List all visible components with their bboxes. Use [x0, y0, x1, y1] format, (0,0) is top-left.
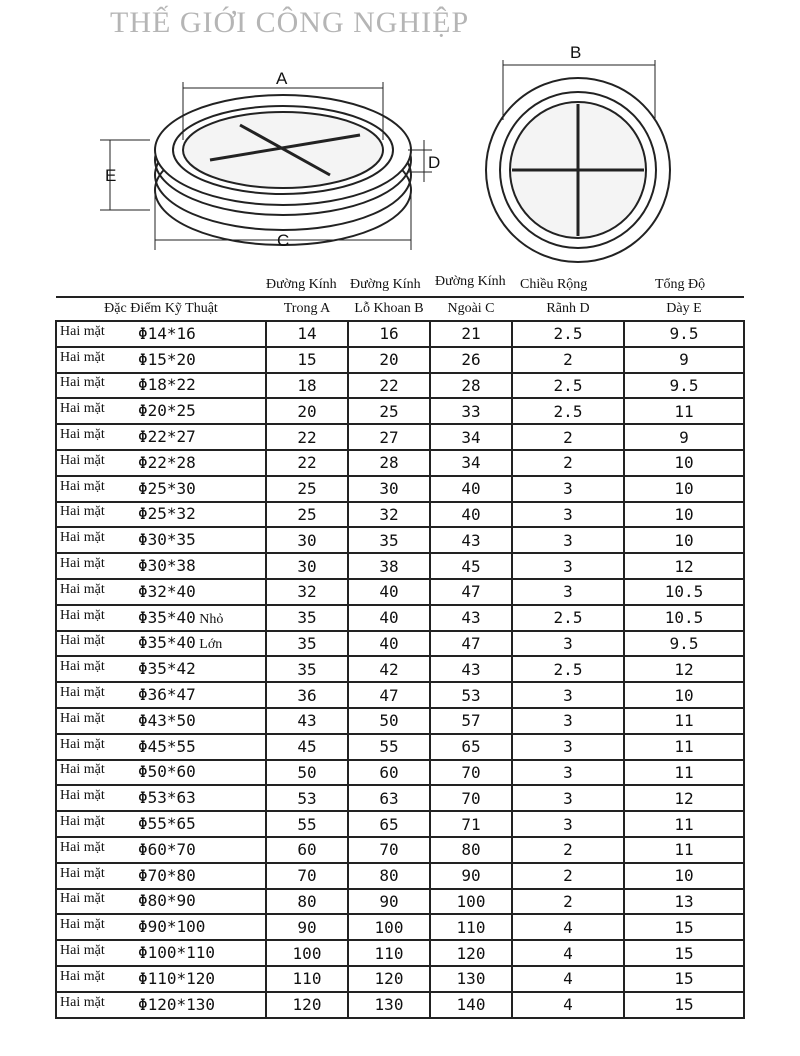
col-a-cell: 80	[266, 889, 348, 915]
type-label: Hai mặt	[60, 917, 105, 933]
type-label: Hai mặt	[60, 891, 105, 907]
spec-cell	[56, 734, 266, 760]
col-e-cell: 12	[624, 656, 744, 682]
size-label: Φ43*50	[138, 710, 196, 730]
spec-cell	[56, 527, 266, 553]
spec-cell	[56, 347, 266, 373]
col-c-cell: 100	[430, 889, 512, 915]
col-b-cell: 25	[348, 398, 430, 424]
size-label: Φ30*35	[138, 530, 196, 550]
spec-cell	[56, 476, 266, 502]
table-row	[56, 914, 744, 940]
type-label: Hai mặt	[60, 581, 105, 597]
col-d-cell: 3	[512, 682, 624, 708]
size-label: Φ14*16	[138, 323, 196, 343]
col-d-cell: 2.5	[512, 373, 624, 399]
header-b-line1: Đường Kính	[350, 277, 421, 292]
size-label: Φ55*65	[138, 814, 196, 834]
size-label: Φ30*38	[138, 556, 196, 576]
col-b-cell: 70	[348, 837, 430, 863]
table-row	[56, 682, 744, 708]
table-row	[56, 966, 744, 992]
type-label: Hai mặt	[60, 685, 105, 701]
col-a-cell: 15	[266, 347, 348, 373]
col-d-cell: 3	[512, 579, 624, 605]
header-d-line1: Chiều Rộng	[520, 277, 588, 292]
spec-cell	[56, 579, 266, 605]
col-a-cell: 25	[266, 476, 348, 502]
spec-cell	[56, 863, 266, 889]
type-label: Hai mặt	[60, 478, 105, 494]
col-e-cell: 10	[624, 502, 744, 528]
size-label: Φ60*70	[138, 839, 196, 859]
label-a: A	[276, 69, 288, 88]
col-b-cell: 65	[348, 811, 430, 837]
col-a-cell: 22	[266, 450, 348, 476]
header-d: Rãnh D	[512, 297, 624, 321]
table-row	[56, 631, 744, 657]
header-spec: Đặc Điểm Kỹ Thuật	[56, 297, 266, 321]
spec-cell	[56, 502, 266, 528]
table-row	[56, 527, 744, 553]
col-e-cell: 15	[624, 966, 744, 992]
side-view-drawing	[100, 82, 432, 250]
col-a-cell: 70	[266, 863, 348, 889]
col-d-cell: 2	[512, 889, 624, 915]
spec-cell	[56, 656, 266, 682]
table-row	[56, 579, 744, 605]
size-label: Φ25*32	[138, 504, 196, 524]
col-e-cell: 10	[624, 450, 744, 476]
spec-cell	[56, 682, 266, 708]
col-c-cell: 34	[430, 424, 512, 450]
table-header-row	[56, 297, 744, 321]
col-a-cell: 20	[266, 398, 348, 424]
header-c: Ngoài C	[430, 297, 512, 321]
col-c-cell: 70	[430, 785, 512, 811]
col-d-cell: 2.5	[512, 656, 624, 682]
type-label: Hai mặt	[60, 530, 105, 546]
col-c-cell: 70	[430, 760, 512, 786]
type-label: Hai mặt	[60, 943, 105, 959]
col-a-cell: 60	[266, 837, 348, 863]
col-c-cell: 90	[430, 863, 512, 889]
col-d-cell: 4	[512, 940, 624, 966]
col-d-cell: 3	[512, 708, 624, 734]
type-label: Hai mặt	[60, 375, 105, 391]
spec-cell	[56, 992, 266, 1018]
col-a-cell: 35	[266, 656, 348, 682]
table-row	[56, 889, 744, 915]
col-a-cell: 35	[266, 605, 348, 631]
col-e-cell: 10	[624, 476, 744, 502]
col-b-cell: 130	[348, 992, 430, 1018]
col-b-cell: 110	[348, 940, 430, 966]
spec-table	[55, 296, 745, 1019]
col-e-cell: 15	[624, 940, 744, 966]
spec-cell	[56, 553, 266, 579]
col-a-cell: 100	[266, 940, 348, 966]
label-e: E	[105, 166, 117, 185]
table-row	[56, 424, 744, 450]
table-row	[56, 708, 744, 734]
col-a-cell: 30	[266, 527, 348, 553]
col-a-cell: 36	[266, 682, 348, 708]
col-d-cell: 3	[512, 785, 624, 811]
type-label: Hai mặt	[60, 323, 105, 339]
col-e-cell: 11	[624, 708, 744, 734]
col-b-cell: 80	[348, 863, 430, 889]
type-label: Hai mặt	[60, 736, 105, 752]
col-d-cell: 3	[512, 760, 624, 786]
col-c-cell: 71	[430, 811, 512, 837]
col-e-cell: 10	[624, 682, 744, 708]
col-c-cell: 130	[430, 966, 512, 992]
spec-cell	[56, 321, 266, 347]
col-a-cell: 18	[266, 373, 348, 399]
size-label: Φ25*30	[138, 478, 196, 498]
size-label: Φ120*130	[138, 994, 216, 1014]
col-a-cell: 53	[266, 785, 348, 811]
type-label: Hai mặt	[60, 710, 105, 726]
col-b-cell: 38	[348, 553, 430, 579]
type-label: Hai mặt	[60, 401, 105, 417]
col-c-cell: 53	[430, 682, 512, 708]
col-b-cell: 63	[348, 785, 430, 811]
col-e-cell: 10.5	[624, 605, 744, 631]
size-note: Nhỏ	[199, 611, 224, 627]
col-a-cell: 45	[266, 734, 348, 760]
size-note: Lớn	[199, 637, 223, 653]
col-d-cell: 3	[512, 631, 624, 657]
spec-cell	[56, 811, 266, 837]
col-c-cell: 33	[430, 398, 512, 424]
col-e-cell: 9	[624, 347, 744, 373]
spec-cell	[56, 760, 266, 786]
type-label: Hai mặt	[60, 968, 105, 984]
spec-cell	[56, 837, 266, 863]
size-label: Φ22*28	[138, 452, 196, 472]
col-a-cell: 35	[266, 631, 348, 657]
col-b-cell: 22	[348, 373, 430, 399]
col-c-cell: 40	[430, 476, 512, 502]
table-row	[56, 321, 744, 347]
col-d-cell: 3	[512, 811, 624, 837]
col-c-cell: 34	[430, 450, 512, 476]
col-a-cell: 43	[266, 708, 348, 734]
size-label: Φ35*40	[138, 633, 196, 653]
col-e-cell: 15	[624, 992, 744, 1018]
table-row	[56, 450, 744, 476]
table-row	[56, 811, 744, 837]
col-e-cell: 11	[624, 734, 744, 760]
col-c-cell: 43	[430, 605, 512, 631]
table-row	[56, 347, 744, 373]
col-c-cell: 43	[430, 656, 512, 682]
table-row	[56, 605, 744, 631]
label-c: C	[277, 231, 290, 250]
table-row	[56, 656, 744, 682]
col-a-cell: 90	[266, 914, 348, 940]
size-label: Φ70*80	[138, 865, 196, 885]
col-c-cell: 26	[430, 347, 512, 373]
spec-cell	[56, 450, 266, 476]
col-b-cell: 40	[348, 605, 430, 631]
col-b-cell: 28	[348, 450, 430, 476]
col-b-cell: 27	[348, 424, 430, 450]
col-e-cell: 15	[624, 914, 744, 940]
col-e-cell: 11	[624, 837, 744, 863]
type-label: Hai mặt	[60, 788, 105, 804]
label-d: D	[428, 153, 441, 172]
spec-cell	[56, 631, 266, 657]
spec-cell	[56, 398, 266, 424]
table-row	[56, 476, 744, 502]
col-c-cell: 21	[430, 321, 512, 347]
col-e-cell: 9.5	[624, 631, 744, 657]
col-e-cell: 11	[624, 760, 744, 786]
col-b-cell: 42	[348, 656, 430, 682]
table-row	[56, 373, 744, 399]
col-e-cell: 9.5	[624, 373, 744, 399]
col-a-cell: 110	[266, 966, 348, 992]
size-label: Φ22*27	[138, 427, 196, 447]
spec-cell	[56, 708, 266, 734]
type-label: Hai mặt	[60, 504, 105, 520]
spec-cell	[56, 889, 266, 915]
size-label: Φ100*110	[138, 943, 216, 963]
col-e-cell: 10	[624, 527, 744, 553]
col-a-cell: 14	[266, 321, 348, 347]
col-c-cell: 80	[430, 837, 512, 863]
col-b-cell: 20	[348, 347, 430, 373]
table-row	[56, 502, 744, 528]
col-e-cell: 10.5	[624, 579, 744, 605]
size-label: Φ50*60	[138, 762, 196, 782]
col-b-cell: 120	[348, 966, 430, 992]
spec-cell	[56, 424, 266, 450]
size-label: Φ53*63	[138, 788, 196, 808]
col-b-cell: 50	[348, 708, 430, 734]
col-e-cell: 12	[624, 553, 744, 579]
col-a-cell: 25	[266, 502, 348, 528]
type-label: Hai mặt	[60, 452, 105, 468]
header-a: Trong A	[266, 297, 348, 321]
col-d-cell: 3	[512, 734, 624, 760]
type-label: Hai mặt	[60, 839, 105, 855]
col-d-cell: 3	[512, 527, 624, 553]
col-b-cell: 60	[348, 760, 430, 786]
spec-cell	[56, 914, 266, 940]
label-b: B	[570, 43, 582, 62]
col-c-cell: 110	[430, 914, 512, 940]
header-a-line1: Đường Kính	[266, 277, 337, 292]
col-e-cell: 13	[624, 889, 744, 915]
col-c-cell: 43	[430, 527, 512, 553]
size-label: Φ110*120	[138, 968, 216, 988]
spec-cell	[56, 966, 266, 992]
col-d-cell: 2	[512, 347, 624, 373]
type-label: Hai mặt	[60, 633, 105, 649]
type-label: Hai mặt	[60, 865, 105, 881]
col-d-cell: 4	[512, 914, 624, 940]
type-label: Hai mặt	[60, 762, 105, 778]
type-label: Hai mặt	[60, 427, 105, 443]
col-b-cell: 40	[348, 579, 430, 605]
grommet-diagram	[0, 0, 800, 290]
col-c-cell: 120	[430, 940, 512, 966]
type-label: Hai mặt	[60, 814, 105, 830]
col-a-cell: 120	[266, 992, 348, 1018]
col-c-cell: 47	[430, 579, 512, 605]
table-row	[56, 785, 744, 811]
col-c-cell: 40	[430, 502, 512, 528]
col-b-cell: 90	[348, 889, 430, 915]
col-b-cell: 30	[348, 476, 430, 502]
size-label: Φ45*55	[138, 736, 196, 756]
col-c-cell: 45	[430, 553, 512, 579]
col-d-cell: 3	[512, 502, 624, 528]
spec-cell	[56, 605, 266, 631]
size-label: Φ18*22	[138, 375, 196, 395]
col-d-cell: 4	[512, 992, 624, 1018]
table-row	[56, 553, 744, 579]
col-a-cell: 50	[266, 760, 348, 786]
col-b-cell: 100	[348, 914, 430, 940]
watermark: THẾ GIỚI CÔNG NGHIỆP	[110, 6, 470, 39]
col-d-cell: 3	[512, 553, 624, 579]
col-d-cell: 3	[512, 476, 624, 502]
col-c-cell: 140	[430, 992, 512, 1018]
col-c-cell: 28	[430, 373, 512, 399]
type-label: Hai mặt	[60, 994, 105, 1010]
type-label: Hai mặt	[60, 607, 105, 623]
header-c-line1: Đường Kính	[435, 274, 506, 289]
col-e-cell: 10	[624, 863, 744, 889]
size-label: Φ35*40	[138, 607, 196, 627]
col-c-cell: 57	[430, 708, 512, 734]
col-b-cell: 55	[348, 734, 430, 760]
spec-cell	[56, 940, 266, 966]
col-a-cell: 32	[266, 579, 348, 605]
type-label: Hai mặt	[60, 659, 105, 675]
size-label: Φ20*25	[138, 401, 196, 421]
table-row	[56, 398, 744, 424]
col-b-cell: 40	[348, 631, 430, 657]
col-d-cell: 2.5	[512, 605, 624, 631]
size-label: Φ36*47	[138, 685, 196, 705]
type-label: Hai mặt	[60, 556, 105, 572]
size-label: Φ35*42	[138, 659, 196, 679]
spec-cell	[56, 373, 266, 399]
col-d-cell: 2	[512, 424, 624, 450]
size-label: Φ80*90	[138, 891, 196, 911]
col-a-cell: 22	[266, 424, 348, 450]
col-a-cell: 30	[266, 553, 348, 579]
table-row	[56, 992, 744, 1018]
col-c-cell: 47	[430, 631, 512, 657]
table-row	[56, 837, 744, 863]
col-e-cell: 12	[624, 785, 744, 811]
size-label: Φ15*20	[138, 349, 196, 369]
size-label: Φ32*40	[138, 581, 196, 601]
col-d-cell: 2.5	[512, 398, 624, 424]
table-row	[56, 760, 744, 786]
table-row	[56, 863, 744, 889]
top-view-drawing	[486, 60, 670, 262]
col-a-cell: 55	[266, 811, 348, 837]
col-e-cell: 11	[624, 398, 744, 424]
col-e-cell: 9.5	[624, 321, 744, 347]
col-b-cell: 32	[348, 502, 430, 528]
col-b-cell: 47	[348, 682, 430, 708]
col-e-cell: 11	[624, 811, 744, 837]
col-c-cell: 65	[430, 734, 512, 760]
size-label: Φ90*100	[138, 917, 206, 937]
col-d-cell: 2.5	[512, 321, 624, 347]
col-d-cell: 4	[512, 966, 624, 992]
col-e-cell: 9	[624, 424, 744, 450]
col-b-cell: 16	[348, 321, 430, 347]
table-row	[56, 734, 744, 760]
col-b-cell: 35	[348, 527, 430, 553]
col-d-cell: 2	[512, 863, 624, 889]
header-e-line1: Tổng Độ	[655, 277, 706, 292]
col-d-cell: 2	[512, 450, 624, 476]
table-row	[56, 940, 744, 966]
header-b: Lỗ Khoan B	[348, 297, 430, 321]
type-label: Hai mặt	[60, 349, 105, 365]
col-d-cell: 2	[512, 837, 624, 863]
header-e: Dày E	[624, 297, 744, 321]
spec-cell	[56, 785, 266, 811]
